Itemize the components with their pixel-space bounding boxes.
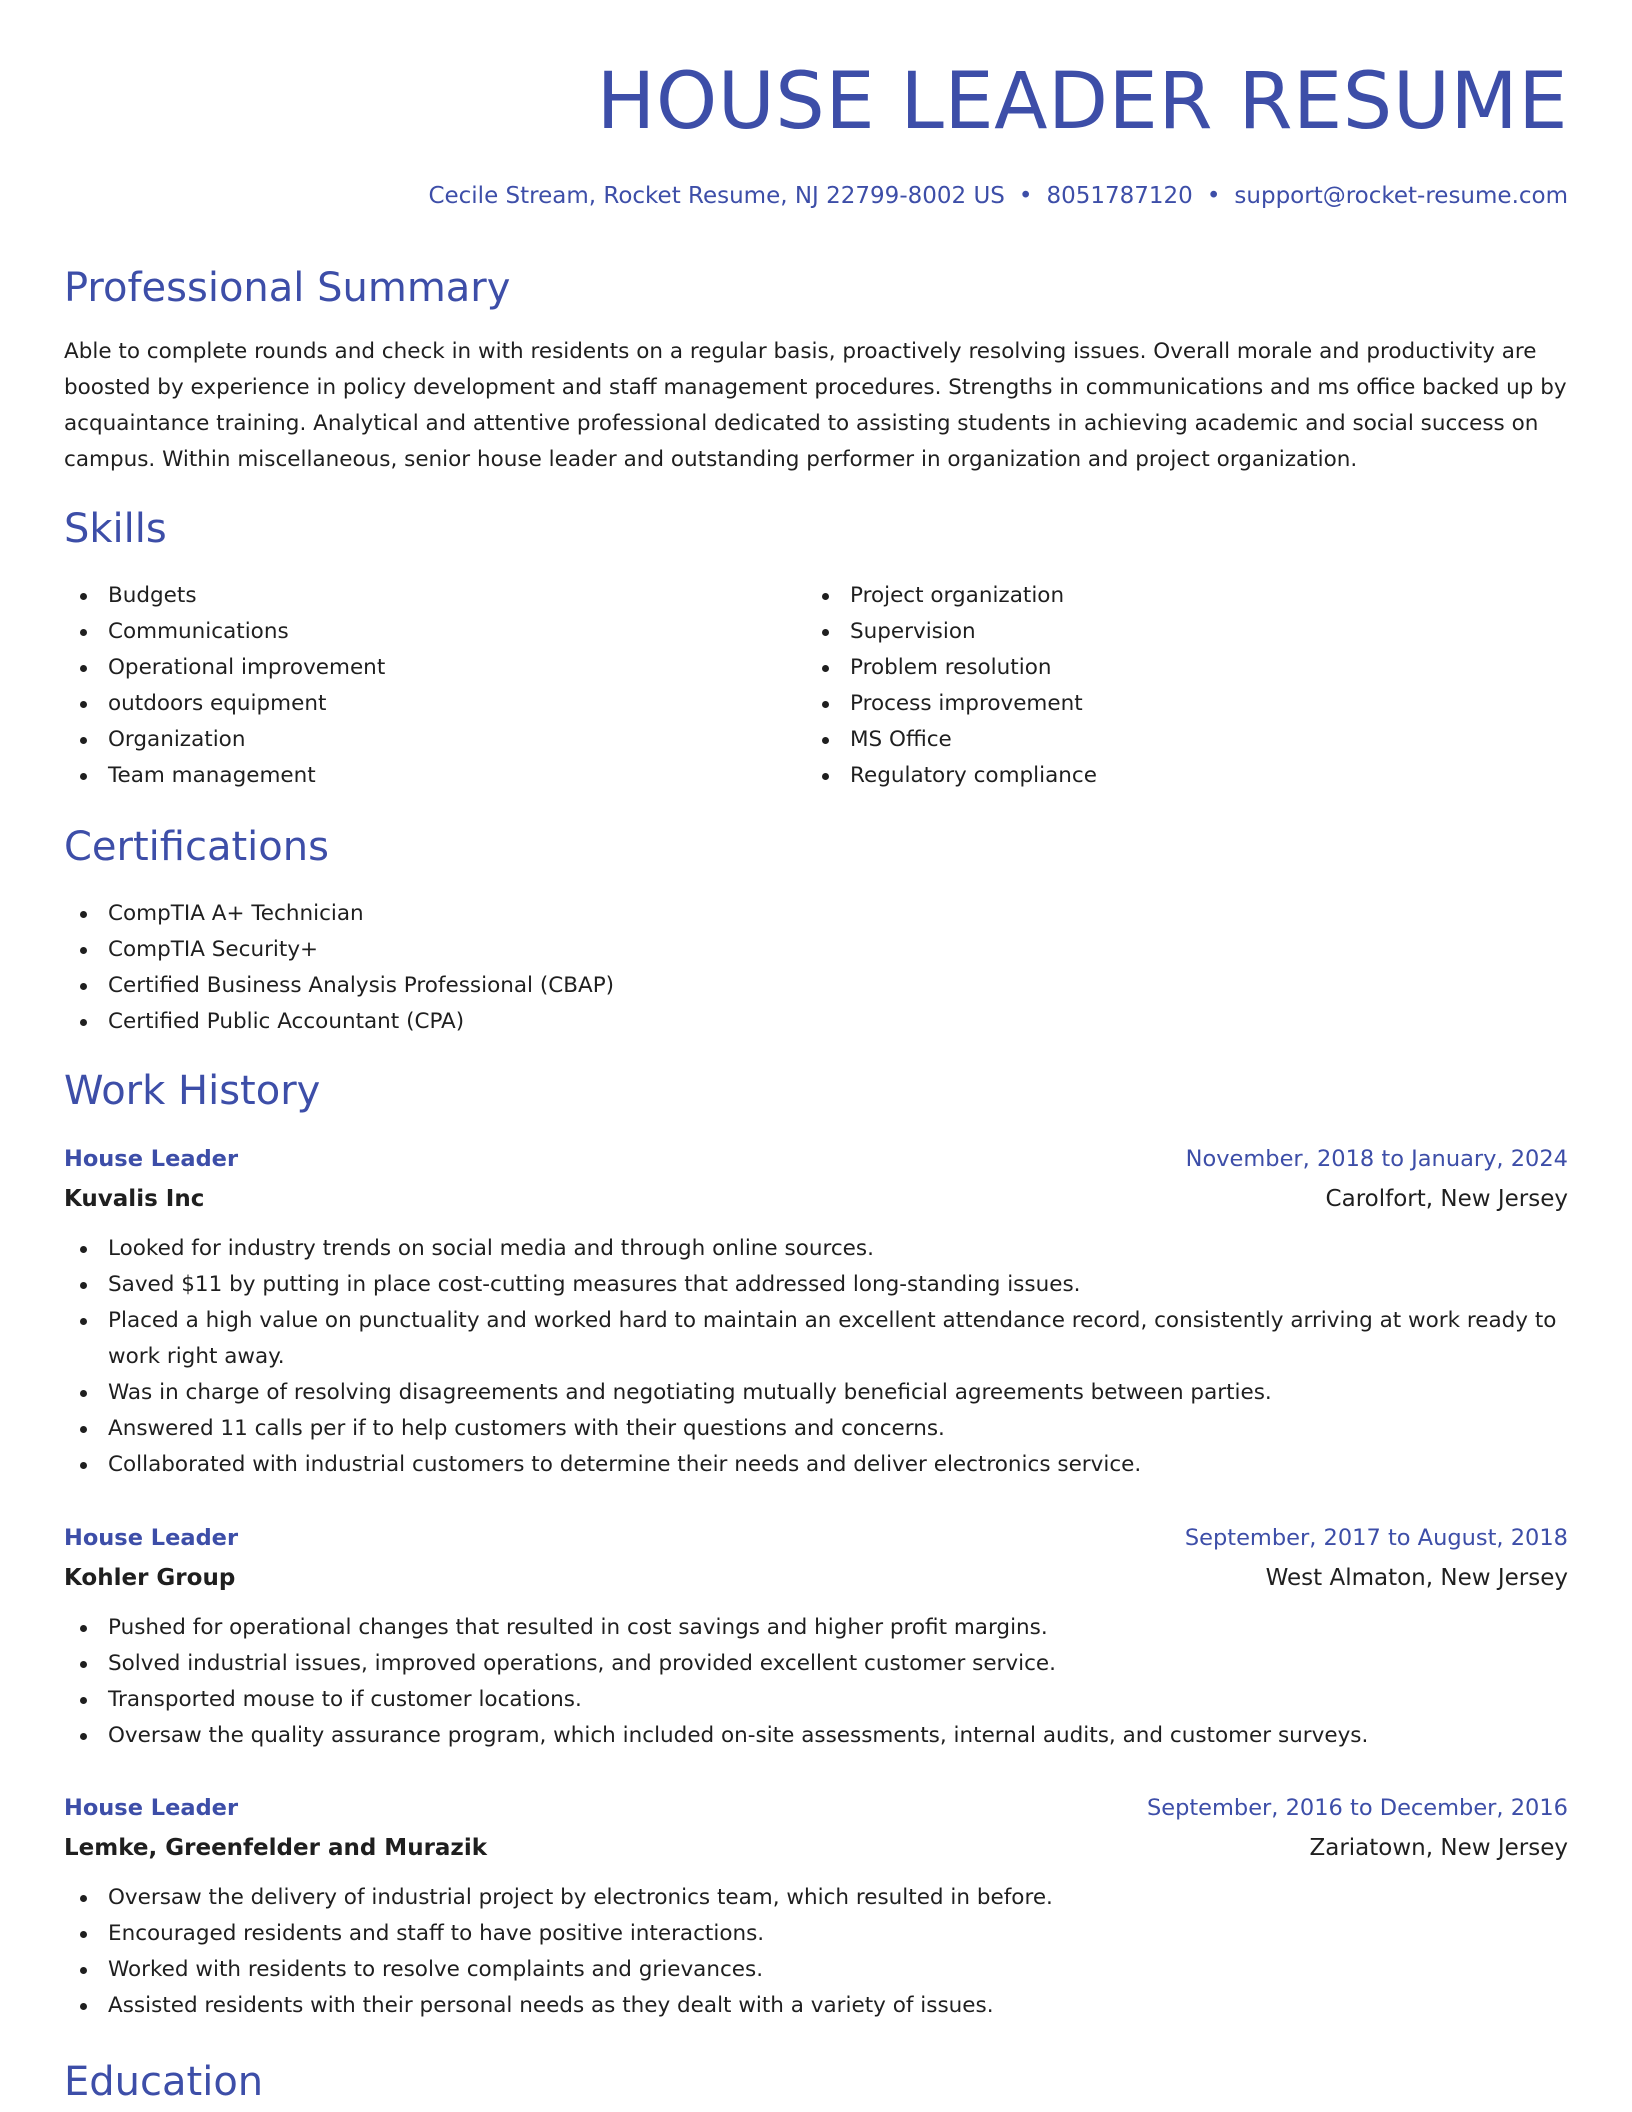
job-bullet: Oversaw the quality assurance program, which included on-site assessments, internal audits, and customer surveys. [64, 1718, 1568, 1754]
skill-item: Budgets [64, 578, 764, 614]
job-company: Kuvalis Inc [64, 1186, 205, 1212]
job-entry [64, 1518, 1568, 1754]
job-bullet: Saved $11 by putting in place cost-cutting measures that addressed long-standing issues. [64, 1267, 1568, 1303]
certifications-list [64, 896, 1568, 1040]
job-dates: November, 2018 to January, 2024 [1185, 1146, 1568, 1172]
resume-title: HOUSE LEADER RESUME [596, 57, 1568, 147]
job-title: House Leader [64, 1795, 239, 1821]
skill-item: Supervision [806, 614, 1506, 650]
contact-separator: • [1018, 183, 1033, 209]
skill-item: outdoors equipment [64, 686, 764, 722]
job-bullet: Placed a high value on punctuality and worked hard to maintain an excellent attendance record, consistently arriving at work ready to work right away. [64, 1303, 1568, 1375]
job-bullet: Looked for industry trends on social media and through online sources. [64, 1231, 1568, 1267]
certification-item: Certified Public Accountant (CPA) [64, 1004, 1568, 1040]
job-dates: September, 2016 to December, 2016 [1146, 1795, 1568, 1821]
certification-item: CompTIA Security+ [64, 932, 1568, 968]
summary-heading: Professional Summary [64, 265, 511, 311]
job-bullet: Solved industrial issues, improved operations, and provided excellent customer service. [64, 1646, 1568, 1682]
certifications-heading: Certifications [64, 824, 329, 870]
skill-item: Process improvement [806, 686, 1506, 722]
job-location: West Almaton, New Jersey [1265, 1565, 1568, 1591]
summary-text: Able to complete rounds and check in with residents on a regular basis, proactively resolving issues. Overall morale and productivity are boosted by experience in policy development and staff management procedures. Strengths in communications and ms office backed up by acquaintance training. Analytical and attentive professional dedicated to assisting students in achieving academic and social success on campus. Within miscellaneous, senior house leader and outstanding performer in organization and project organization. [64, 339, 1567, 472]
contact-email-link[interactable]: support@rocket-resume.com [1234, 183, 1568, 209]
skill-item: Problem resolution [806, 650, 1506, 686]
skill-item: Project organization [806, 578, 1506, 614]
contact-line [428, 180, 1568, 212]
skill-item: Communications [64, 614, 764, 650]
job-bullet: Encouraged residents and staff to have positive interactions. [64, 1916, 1568, 1952]
skill-item: MS Office [806, 722, 1506, 758]
contact-address: Cecile Stream, Rocket Resume, NJ 22799-8002 US [428, 183, 1005, 209]
job-bullets [64, 1610, 1568, 1754]
job-bullet: Transported mouse to if customer locations. [64, 1682, 1568, 1718]
skill-item: Operational improvement [64, 650, 764, 686]
job-bullet: Assisted residents with their personal needs as they dealt with a variety of issues. [64, 1988, 1568, 2024]
job-title: House Leader [64, 1146, 239, 1172]
job-bullet: Was in charge of resolving disagreements and negotiating mutually beneficial agreements between parties. [64, 1375, 1568, 1411]
skills-list-right [806, 578, 1506, 794]
job-title: House Leader [64, 1525, 239, 1551]
contact-separator: • [1206, 183, 1221, 209]
skill-item: Team management [64, 758, 764, 794]
certification-item: CompTIA A+ Technician [64, 896, 1568, 932]
job-bullet: Collaborated with industrial customers to determine their needs and deliver electronics service. [64, 1447, 1568, 1483]
work-history-heading: Work History [64, 1068, 321, 1114]
job-location: Zariatown, New Jersey [1309, 1835, 1568, 1861]
skills-heading: Skills [64, 506, 167, 552]
job-bullets [64, 1880, 1568, 2024]
skill-item: Organization [64, 722, 764, 758]
job-bullet: Worked with residents to resolve complaints and grievances. [64, 1952, 1568, 1988]
job-bullets [64, 1231, 1568, 1483]
job-bullet: Pushed for operational changes that resulted in cost savings and higher profit margins. [64, 1610, 1568, 1646]
job-location: Carolfort, New Jersey [1325, 1186, 1568, 1212]
job-entry [64, 1788, 1568, 2024]
job-entry [64, 1139, 1568, 1483]
job-dates: September, 2017 to August, 2018 [1184, 1525, 1568, 1551]
job-company: Kohler Group [64, 1565, 236, 1591]
skill-item: Regulatory compliance [806, 758, 1506, 794]
education-heading: Education [64, 2059, 264, 2105]
certification-item: Certified Business Analysis Professional (CBAP) [64, 968, 1568, 1004]
skills-list-left [64, 578, 764, 794]
job-company: Lemke, Greenfelder and Murazik [64, 1835, 487, 1861]
job-bullet: Answered 11 calls per if to help customers with their questions and concerns. [64, 1411, 1568, 1447]
job-bullet: Oversaw the delivery of industrial project by electronics team, which resulted in before. [64, 1880, 1568, 1916]
contact-phone: 8051787120 [1046, 183, 1193, 209]
